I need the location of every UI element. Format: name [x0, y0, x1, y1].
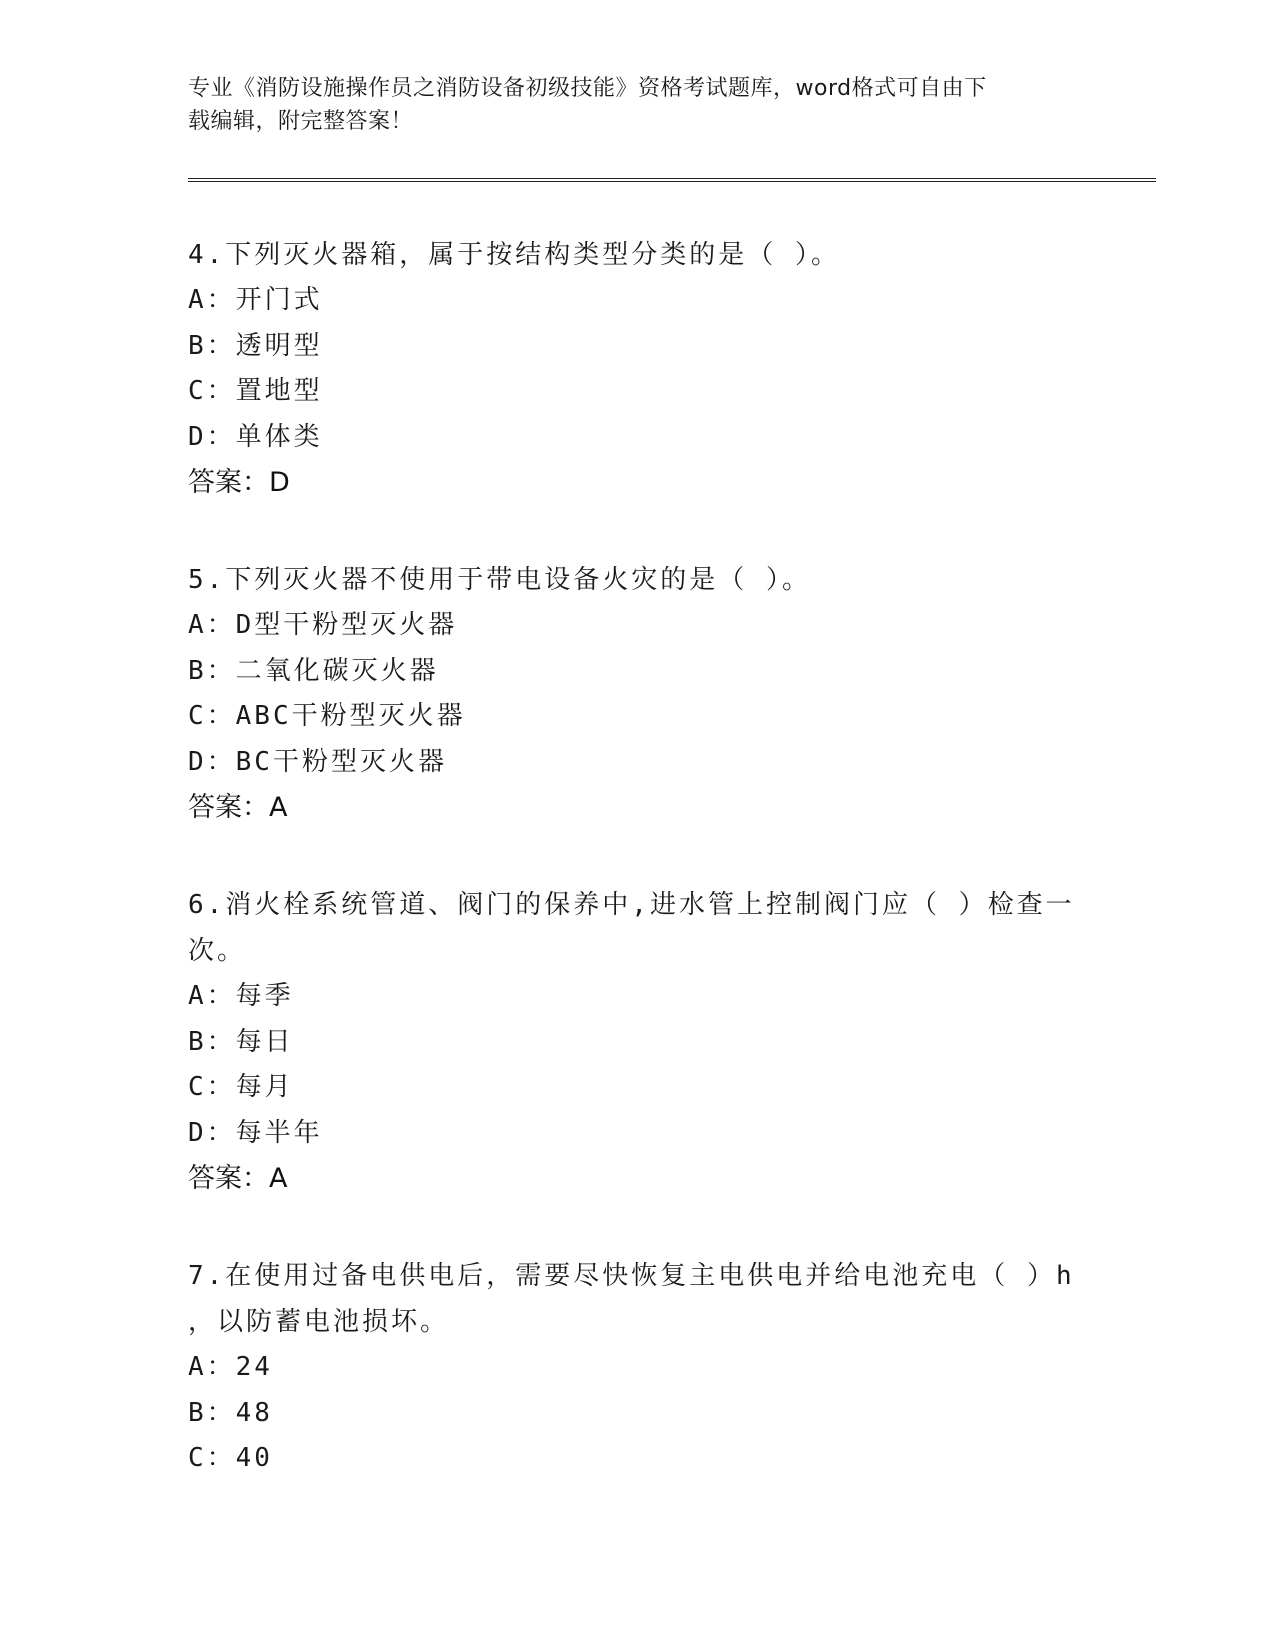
- question-stem: 6.消火栓系统管道、阀门的保养中,进水管上控制阀门应（ ）检查一: [188, 890, 1075, 920]
- answer-label: 答案：D: [188, 467, 290, 498]
- question-7: [188, 1253, 1088, 1482]
- header-line-2: 载编辑，附完整答案！: [188, 109, 414, 134]
- option-b: B：透明型: [188, 330, 323, 361]
- option-a: A：24: [188, 1352, 273, 1382]
- document-header: [188, 72, 1068, 138]
- option-d: D：单体类: [188, 421, 323, 452]
- option-c: C：每月: [188, 1072, 294, 1102]
- header-line-1: 专业《消防设施操作员之消防设备初级技能》资格考试题库，word格式可自由下: [188, 76, 987, 101]
- option-b: B：48: [188, 1397, 273, 1428]
- question-stem: 4.下列灭火器箱，属于按结构类型分类的是（ ）。: [188, 240, 840, 270]
- option-b: B：二氧化碳灭火器: [188, 655, 439, 686]
- question-stem-continued: 次。: [188, 936, 247, 966]
- question-list: [188, 232, 1088, 1533]
- question-stem-continued: ，以防蓄电池损坏。: [188, 1307, 450, 1337]
- option-d: D：每半年: [188, 1117, 323, 1148]
- option-d: D：BC干粉型灭火器: [188, 746, 447, 777]
- option-c: C：ABC干粉型灭火器: [188, 701, 466, 731]
- option-a: A：D型干粉型灭火器: [188, 610, 458, 640]
- question-6: [188, 882, 1088, 1202]
- answer-label: 答案：A: [188, 792, 288, 823]
- option-a: A：每季: [188, 981, 294, 1011]
- question-stem: 5.下列灭火器不使用于带电设备火灾的是（ ）。: [188, 565, 811, 595]
- option-c: C：40: [188, 1443, 273, 1473]
- option-b: B：每日: [188, 1026, 294, 1057]
- question-stem: 7.在使用过备电供电后，需要尽快恢复主电供电并给电池充电（ ）h: [188, 1261, 1075, 1291]
- answer-label: 答案：A: [188, 1163, 288, 1194]
- question-5: [188, 557, 1088, 831]
- option-a: A：开门式: [188, 285, 323, 315]
- question-4: [188, 232, 1088, 506]
- option-c: C：置地型: [188, 376, 323, 406]
- header-divider: [188, 178, 1156, 182]
